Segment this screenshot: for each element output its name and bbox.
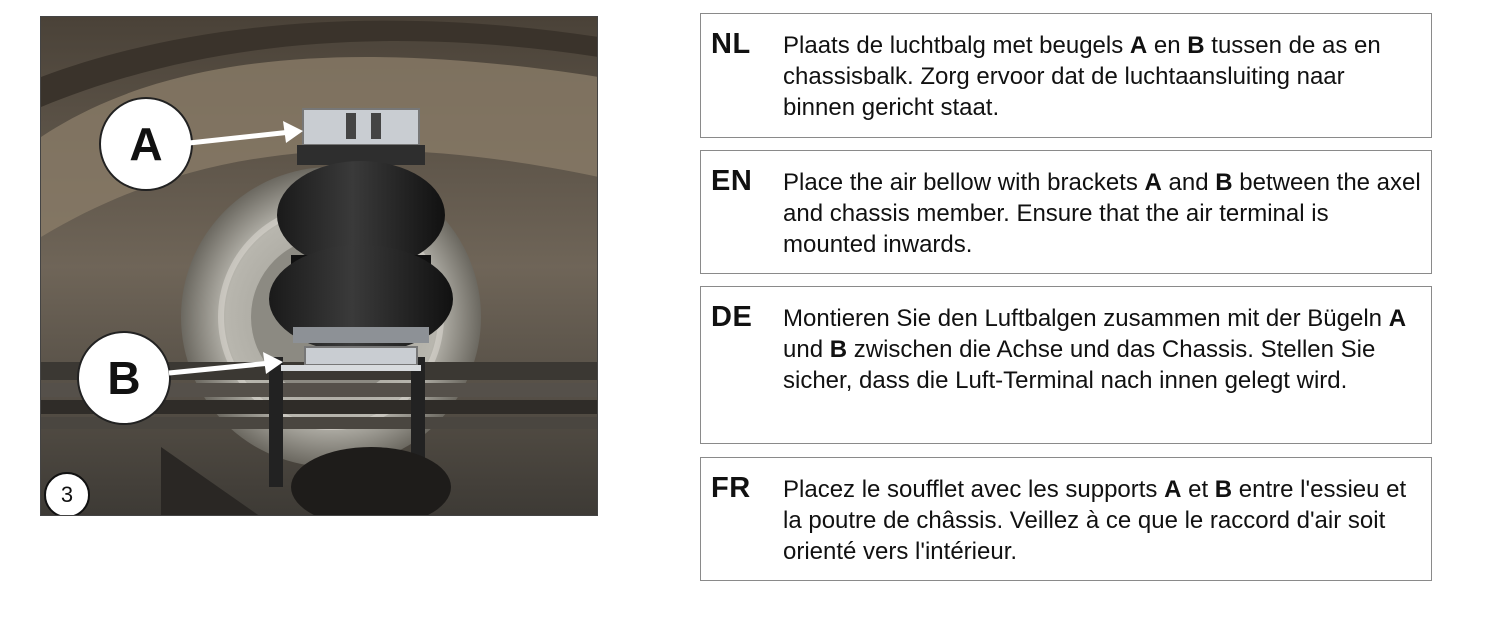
language-code: EN xyxy=(711,165,753,197)
arrow-to-bracket-b xyxy=(41,17,598,516)
instruction-text: Placez le soufflet avec les supports A et B entre l'essieu et la poutre de châssis. Veillez à ce que le raccord d'air soit orienté vers l'intérieur. xyxy=(783,476,1407,565)
language-code: NL xyxy=(711,28,751,60)
instruction-text: Place the air bellow with brackets A and B between the axel and chassis member. Ensure that the air terminal is mounted inwards. xyxy=(783,169,1421,258)
instruction-text: Montieren Sie den Luftbalgen zusammen mit der Bügeln A und B zwischen die Achse und das Chassis. Stellen Sie sicher, dass die Luft-Terminal nach innen gelegt wird. xyxy=(783,305,1407,394)
instruction-de xyxy=(700,286,1432,444)
language-code: DE xyxy=(711,301,753,333)
instruction-en xyxy=(700,150,1432,274)
instruction-fr xyxy=(700,457,1432,581)
callout-b-label: B xyxy=(107,352,141,404)
step-number-badge xyxy=(44,472,90,516)
step-number: 3 xyxy=(60,482,74,507)
instruction-text: Plaats de luchtbalg met beugels A en B tussen de as en chassisbalk. Zorg ervoor dat de luchtaansluiting naar binnen gericht staat. xyxy=(783,32,1381,121)
installation-photo xyxy=(40,16,598,516)
callout-a-label: A xyxy=(129,118,163,170)
language-code: FR xyxy=(711,472,751,504)
instruction-nl xyxy=(700,13,1432,138)
